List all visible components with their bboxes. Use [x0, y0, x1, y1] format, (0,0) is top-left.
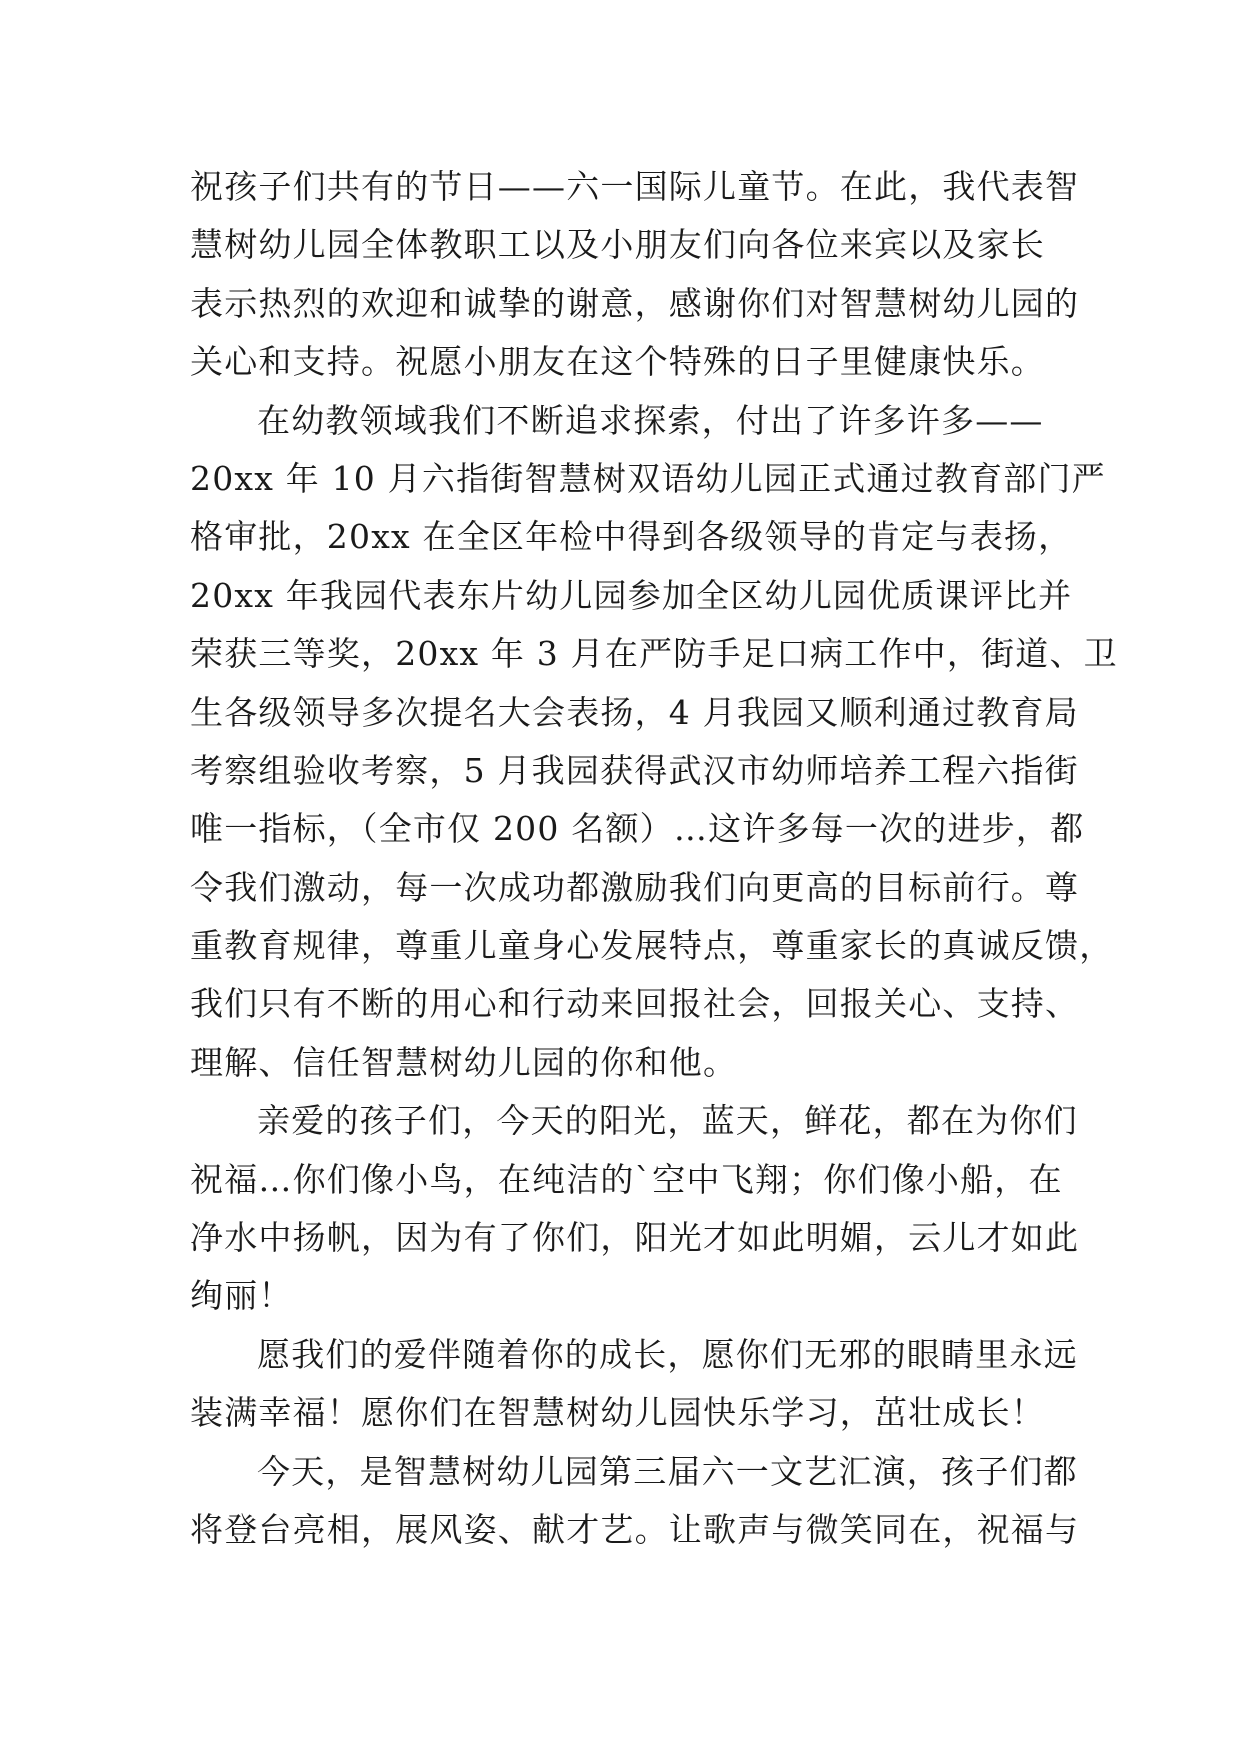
- paragraph-first-line: 今天，是智慧树幼儿园第三届六一文艺汇演，孩子们都: [257, 1451, 1078, 1491]
- text-line: 荣获三等奖，20xx 年 3 月在严防手足口病工作中，街道、卫: [190, 634, 1118, 674]
- text-line: 重教育规律，尊重儿童身心发展特点，尊重家长的真诚反馈，: [190, 926, 1114, 966]
- text-line: 净水中扬帆，因为有了你们，阳光才如此明媚，云儿才如此: [190, 1218, 1080, 1258]
- text-line: 格审批，20xx 在全区年检中得到各级领导的肯定与表扬，: [190, 517, 1073, 557]
- paragraph-first-line: 亲爱的孩子们，今天的阳光，蓝天，鲜花，都在为你们: [257, 1101, 1078, 1141]
- text-line: 20xx 年我园代表东片幼儿园参加全区幼儿园优质课评比并: [190, 575, 1073, 615]
- text-line: 理解、信任智慧树幼儿园的你和他。: [190, 1042, 738, 1082]
- text-line: 我们只有不断的用心和行动来回报社会，回报关心、支持、: [190, 984, 1080, 1024]
- text-line: 装满幸福！愿你们在智慧树幼儿园快乐学习，茁壮成长！: [190, 1393, 1045, 1433]
- paragraph-first-line: 愿我们的爱伴随着你的成长，愿你们无邪的眼睛里永远: [257, 1334, 1078, 1374]
- text-line: 20xx 年 10 月六指街智慧树双语幼儿园正式通过教育部门严: [190, 458, 1106, 498]
- text-line: 绚丽！: [190, 1276, 293, 1316]
- text-line: 表示热烈的欢迎和诚挚的谢意，感谢你们对智慧树幼儿园的: [190, 283, 1080, 323]
- text-line: 考察组验收考察，5 月我园获得武汉市幼师培养工程六指街: [190, 750, 1079, 790]
- text-line: 关心和支持。祝愿小朋友在这个特殊的日子里健康快乐。: [190, 342, 1045, 382]
- text-line: 生各级领导多次提名大会表扬，4 月我园又顺利通过教育局: [190, 692, 1079, 732]
- speech-text-body: [190, 158, 1118, 1559]
- text-line: 祝孩子们共有的节日——六一国际儿童节。在此，我代表智: [190, 167, 1080, 206]
- text-line: 将登台亮相，展风姿、献才艺。让歌声与微笑同在，祝福与: [190, 1509, 1080, 1549]
- text-line: 唯一指标，（全市仅 200 名额）…这许多每一次的进步，都: [190, 809, 1085, 849]
- paragraph-first-line: 在幼教领域我们不断追求探索，付出了许多许多——: [257, 400, 1044, 440]
- text-line: 慧树幼儿园全体教职工以及小朋友们向各位来宾以及家长: [190, 225, 1045, 265]
- text-line: 令我们激动，每一次成功都激励我们向更高的目标前行。尊: [190, 867, 1080, 907]
- text-line: 祝福…你们像小鸟，在纯洁的`空中飞翔；你们像小船，在: [190, 1159, 1063, 1199]
